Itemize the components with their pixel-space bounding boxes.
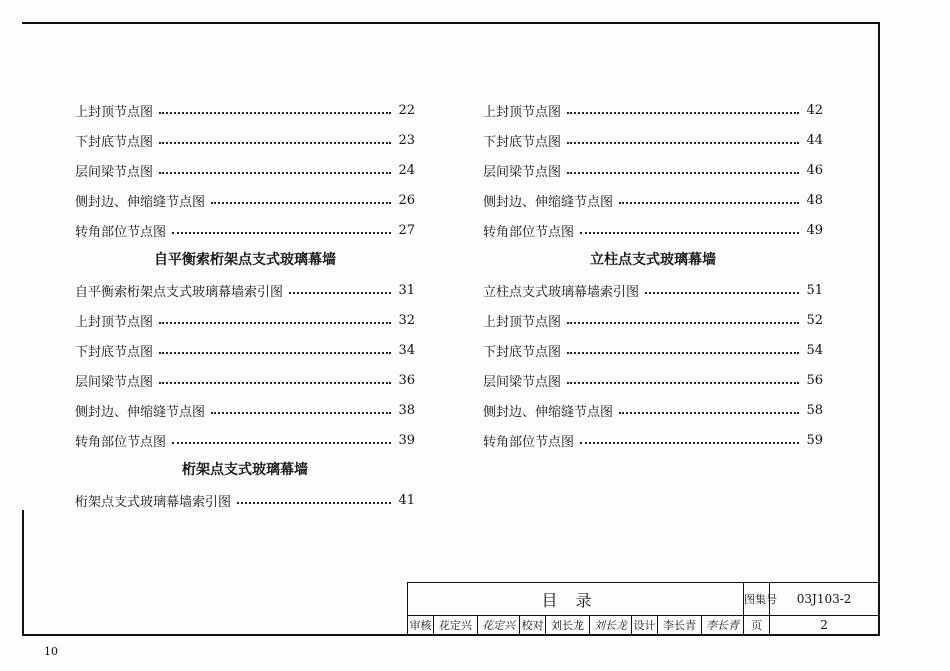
entry-label: 侧封边、伸缩缝节点图 — [75, 404, 206, 420]
entry-label: 自平衡索桁架点支式玻璃幕墙索引图 — [75, 284, 284, 300]
entry-page: 26 — [398, 192, 415, 208]
entry-page: 27 — [398, 222, 415, 238]
entry-label: 侧封边、伸缩缝节点图 — [75, 194, 206, 210]
dot-leader — [645, 292, 799, 294]
entry-page: 41 — [398, 492, 415, 508]
entry-label: 下封底节点图 — [483, 134, 562, 150]
dot-leader — [567, 382, 799, 384]
entry-label: 下封底节点图 — [75, 344, 154, 360]
dot-leader — [619, 202, 799, 204]
checker-label: 校对 — [520, 616, 546, 635]
entry-page: 58 — [806, 402, 823, 418]
frame-top-border — [22, 22, 880, 24]
toc-entry[interactable] — [483, 185, 823, 215]
toc-entry[interactable] — [75, 155, 415, 185]
toc-entry[interactable] — [75, 185, 415, 215]
entry-label: 转角部位节点图 — [75, 434, 167, 450]
entry-label: 上封顶节点图 — [75, 104, 154, 120]
reviewer-signature: 花定兴 — [478, 616, 520, 635]
reviewer-label: 审核 — [408, 616, 434, 635]
dot-leader — [237, 502, 391, 504]
atlas-number: 03J103-2 — [770, 583, 879, 616]
section-heading: 立柱点支式玻璃幕墙 — [590, 252, 716, 268]
entry-label: 上封顶节点图 — [483, 104, 562, 120]
designer-label: 设计 — [632, 616, 658, 635]
toc-entry[interactable] — [75, 365, 415, 395]
section-heading: 桁架点支式玻璃幕墙 — [182, 462, 308, 478]
page-number: 2 — [770, 616, 879, 635]
toc-entry[interactable] — [483, 275, 823, 305]
frame-right-border — [878, 22, 880, 636]
dot-leader — [211, 412, 391, 414]
entry-label: 层间梁节点图 — [483, 374, 562, 390]
entry-label: 侧封边、伸缩缝节点图 — [483, 194, 614, 210]
designer-signature: 李长青 — [702, 616, 744, 635]
entry-page: 36 — [398, 372, 415, 388]
toc-entry[interactable] — [483, 395, 823, 425]
toc-entry[interactable] — [483, 425, 823, 455]
designer-name: 李长青 — [658, 616, 702, 635]
toc-entry[interactable] — [75, 275, 415, 305]
dot-leader — [172, 442, 391, 444]
toc-entry[interactable] — [75, 95, 415, 125]
dot-leader — [159, 352, 391, 354]
toc-entry[interactable] — [483, 305, 823, 335]
dot-leader — [159, 382, 391, 384]
entry-label: 侧封边、伸缩缝节点图 — [483, 404, 614, 420]
entry-page: 59 — [806, 432, 823, 448]
dot-leader — [580, 232, 799, 234]
entry-page: 42 — [806, 102, 823, 118]
entry-label: 转角部位节点图 — [483, 224, 575, 240]
dot-leader — [567, 172, 799, 174]
entry-label: 层间梁节点图 — [75, 164, 154, 180]
toc-entry[interactable] — [483, 215, 823, 245]
entry-page: 51 — [806, 282, 823, 298]
toc-left-column — [75, 95, 415, 515]
entry-label: 上封顶节点图 — [75, 314, 154, 330]
entry-page: 46 — [806, 162, 823, 178]
entry-label: 转角部位节点图 — [483, 434, 575, 450]
entry-label: 层间梁节点图 — [75, 374, 154, 390]
toc-right-column — [483, 95, 823, 455]
title-block — [407, 582, 878, 634]
toc-entry[interactable] — [75, 485, 415, 515]
entry-page: 23 — [398, 132, 415, 148]
entry-page: 44 — [806, 132, 823, 148]
toc-entry[interactable] — [483, 125, 823, 155]
entry-page: 48 — [806, 192, 823, 208]
section-heading: 自平衡索桁架点支式玻璃幕墙 — [154, 252, 336, 268]
dot-leader — [159, 172, 391, 174]
entry-page: 24 — [398, 162, 415, 178]
dot-leader — [159, 112, 391, 114]
reviewer-name: 花定兴 — [434, 616, 478, 635]
drawing-title: 目录 — [408, 583, 744, 616]
entry-page: 49 — [806, 222, 823, 238]
entry-label: 下封底节点图 — [75, 134, 154, 150]
toc-entry[interactable] — [75, 215, 415, 245]
dot-leader — [289, 292, 391, 294]
dot-leader — [211, 202, 391, 204]
dot-leader — [567, 322, 799, 324]
toc-entry[interactable] — [75, 305, 415, 335]
toc-entry[interactable] — [483, 95, 823, 125]
atlas-number-label: 图集号 — [744, 583, 770, 616]
entry-page: 39 — [398, 432, 415, 448]
footer-page-number: 10 — [44, 645, 58, 658]
entry-page: 54 — [806, 342, 823, 358]
frame-left-border — [22, 510, 24, 636]
entry-page: 38 — [398, 402, 415, 418]
dot-leader — [159, 322, 391, 324]
entry-page: 34 — [398, 342, 415, 358]
toc-entry[interactable] — [483, 155, 823, 185]
dot-leader — [159, 142, 391, 144]
entry-page: 32 — [398, 312, 415, 328]
dot-leader — [580, 442, 799, 444]
checker-signature: 刘长龙 — [590, 616, 632, 635]
dot-leader — [172, 232, 391, 234]
dot-leader — [567, 112, 799, 114]
toc-entry[interactable] — [75, 335, 415, 365]
page-label: 页 — [744, 616, 770, 635]
entry-label: 层间梁节点图 — [483, 164, 562, 180]
entry-page: 22 — [398, 102, 415, 118]
entry-label: 立柱点支式玻璃幕墙索引图 — [483, 284, 640, 300]
entry-page: 56 — [806, 372, 823, 388]
entry-page: 31 — [398, 282, 415, 298]
toc-entry[interactable] — [483, 335, 823, 365]
dot-leader — [567, 352, 799, 354]
entry-label: 下封底节点图 — [483, 344, 562, 360]
toc-entry[interactable] — [483, 365, 823, 395]
toc-entry[interactable] — [75, 395, 415, 425]
checker-name: 刘长龙 — [546, 616, 590, 635]
entry-label: 转角部位节点图 — [75, 224, 167, 240]
entry-label: 桁架点支式玻璃幕墙索引图 — [75, 494, 232, 510]
toc-entry[interactable] — [75, 125, 415, 155]
entry-label: 上封顶节点图 — [483, 314, 562, 330]
toc-entry[interactable] — [75, 425, 415, 455]
entry-page: 52 — [806, 312, 823, 328]
dot-leader — [567, 142, 799, 144]
dot-leader — [619, 412, 799, 414]
